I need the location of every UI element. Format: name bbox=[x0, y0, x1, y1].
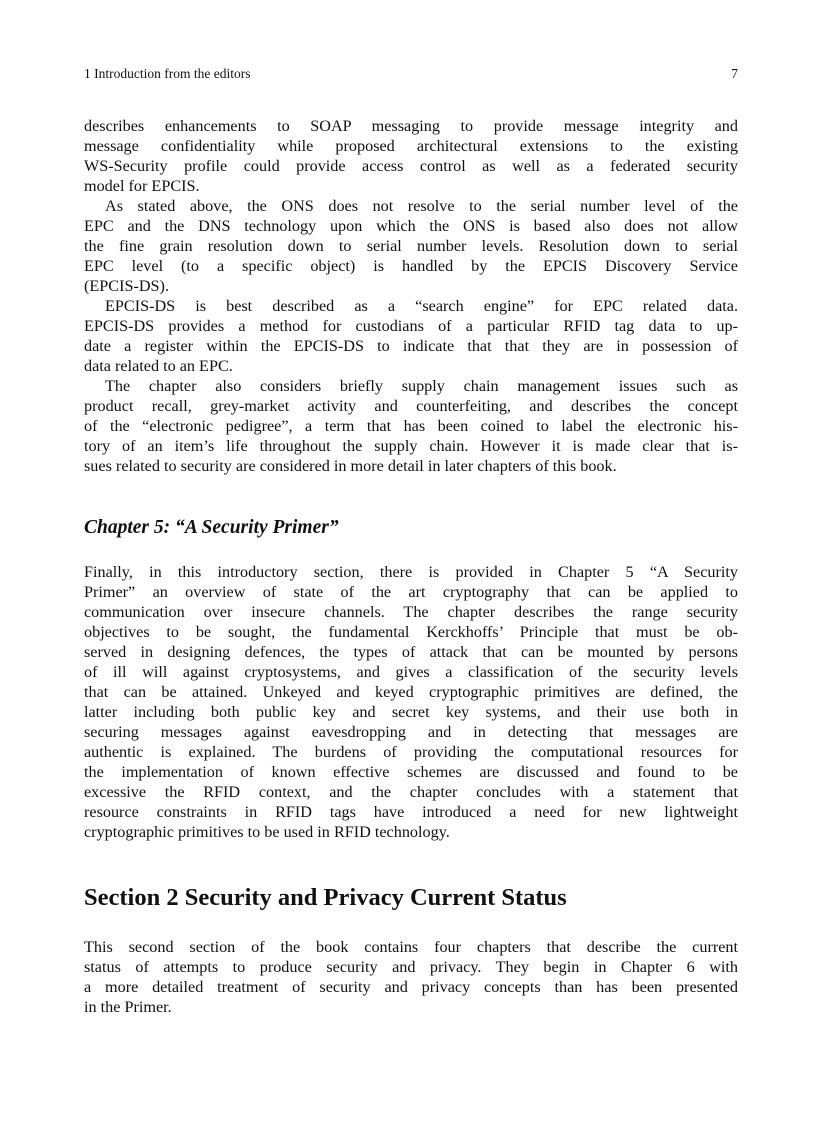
paragraph-line: served in designing defences, the types of attack that can be mounted by persons bbox=[84, 643, 738, 661]
paragraph-line: the fine grain resolution down to serial number levels. Resolution down to serial bbox=[84, 237, 738, 255]
paragraph-line: authentic is explained. The burdens of providing the computational resources for bbox=[84, 743, 738, 761]
paragraph-line: status of attempts to produce security and privacy. They begin in Chapter 6 with bbox=[84, 958, 738, 976]
paragraph-line: model for EPCIS. bbox=[84, 177, 200, 195]
paragraph-line: This second section of the book contains four chapters that describe the current bbox=[84, 938, 738, 956]
paragraph-line: As stated above, the ONS does not resolve to the serial number level of the bbox=[105, 197, 738, 215]
paragraph-line: EPCIS-DS provides a method for custodians of a particular RFID tag data to up- bbox=[84, 317, 738, 335]
paragraph-line: resource constraints in RFID tags have introduced a need for new lightweight bbox=[84, 803, 738, 821]
page-number: 7 bbox=[731, 66, 738, 81]
paragraph-line: in the Primer. bbox=[84, 998, 172, 1016]
paragraph-line: sues related to security are considered in more detail in later chapters of this book. bbox=[84, 457, 617, 475]
paragraph-line: message confidentiality while proposed architectural extensions to the existing bbox=[84, 137, 738, 155]
paragraph-line: product recall, grey-market activity and counterfeiting, and describes the concept bbox=[84, 397, 738, 415]
running-header: 1 Introduction from the editors bbox=[84, 66, 251, 81]
paragraph-line: describes enhancements to SOAP messaging to provide message integrity and bbox=[84, 117, 738, 135]
paragraph-line: The chapter also considers briefly supply chain management issues such as bbox=[105, 377, 738, 395]
paragraph-line: Primer” an overview of state of the art cryptography that can be applied to bbox=[84, 583, 738, 601]
paragraph-line: EPC level (to a specific object) is handled by the EPCIS Discovery Service bbox=[84, 257, 738, 275]
paragraph-line: the implementation of known effective schemes are discussed and found to be bbox=[84, 763, 738, 781]
paragraph-line: excessive the RFID context, and the chapter concludes with a statement that bbox=[84, 783, 738, 801]
paragraph-line: cryptographic primitives to be used in RFID technology. bbox=[84, 823, 450, 841]
paragraph-line: objectives to be sought, the fundamental Kerckhoffs’ Principle that must be ob- bbox=[84, 623, 738, 641]
paragraph-line: that can be attained. Unkeyed and keyed cryptographic primitives are defined, the bbox=[84, 683, 738, 701]
paragraph-line: communication over insecure channels. The chapter describes the range security bbox=[84, 603, 738, 621]
paragraph-line: (EPCIS-DS). bbox=[84, 277, 169, 295]
chapter-5-text-block bbox=[84, 562, 738, 842]
paragraph-line: of ill will against cryptosystems, and gives a classification of the security levels bbox=[84, 663, 738, 681]
paragraph-line: date a register within the EPCIS-DS to indicate that that they are in possession of bbox=[84, 337, 738, 355]
paragraph-line: of the “electronic pedigree”, a term that has been coined to label the electronic his- bbox=[84, 417, 738, 435]
chapter-5-heading: Chapter 5: “A Security Primer” bbox=[84, 517, 339, 538]
paragraph-line: Finally, in this introductory section, there is provided in Chapter 5 “A Security bbox=[84, 563, 738, 581]
intro-text-block bbox=[84, 116, 738, 476]
paragraph-line: securing messages against eavesdropping and in detecting that messages are bbox=[84, 723, 738, 741]
paragraph-line: latter including both public key and secret key systems, and their use both in bbox=[84, 703, 738, 721]
paragraph-line: tory of an item’s life throughout the supply chain. However it is made clear that is- bbox=[84, 437, 738, 455]
paragraph-line: WS-Security profile could provide access control as well as a federated security bbox=[84, 157, 738, 175]
section-2-text-block bbox=[84, 937, 738, 1017]
paragraph-line: EPCIS-DS is best described as a “search engine” for EPC related data. bbox=[105, 297, 738, 315]
paragraph-line: a more detailed treatment of security and privacy concepts than has been presented bbox=[84, 978, 738, 996]
paragraph-line: data related to an EPC. bbox=[84, 357, 233, 375]
paragraph-line: EPC and the DNS technology upon which the ONS is based also does not allow bbox=[84, 217, 738, 235]
section-2-heading: Section 2 Security and Privacy Current Status bbox=[84, 884, 567, 911]
